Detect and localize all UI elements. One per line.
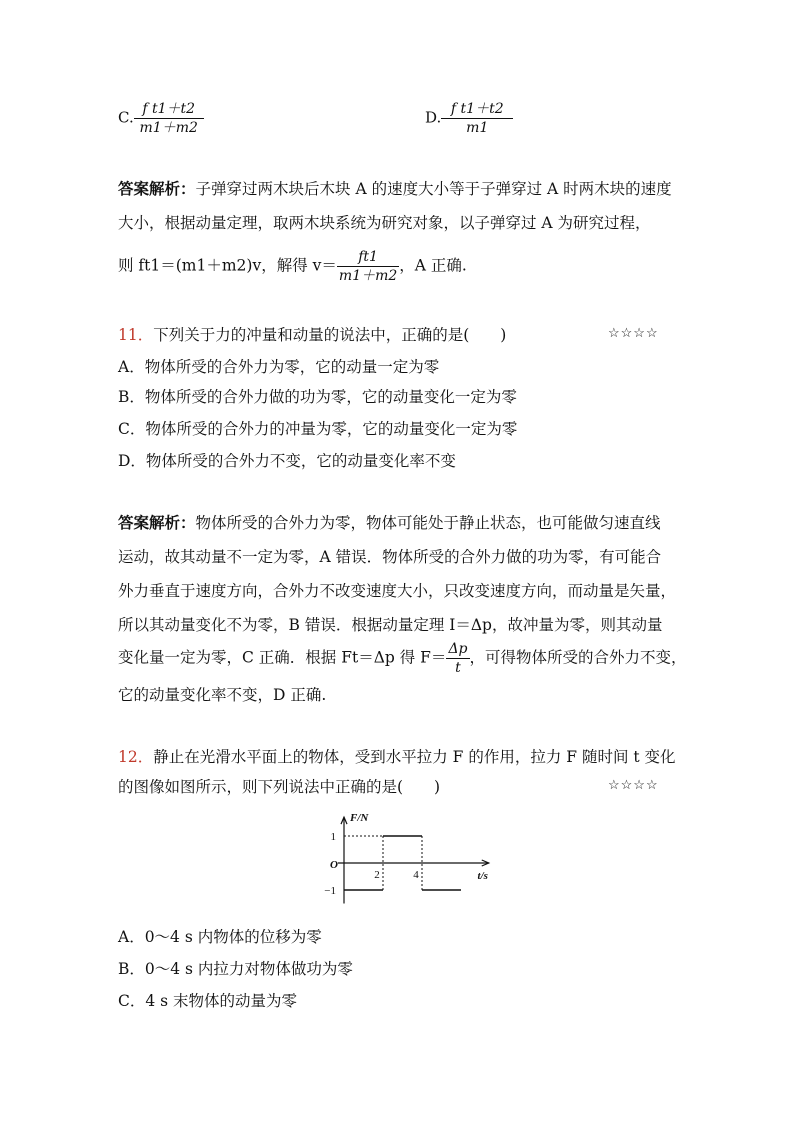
q12-stem-line-2: 的图像如图所示，则下列说法中正确的是( ) bbox=[118, 778, 441, 796]
option-c-numerator: f t1＋t2 bbox=[134, 100, 204, 119]
q11-option-d: D．物体所受的合外力不变，它的动量变化率不变 bbox=[118, 452, 456, 470]
answer-fraction bbox=[337, 248, 399, 285]
answer-text: 物体所受的合外力为零，物体可能处于静止状态，也可能做匀速直线 bbox=[195, 514, 661, 532]
question-number: 11． bbox=[118, 326, 154, 344]
answer-text: ，可得物体所受的合外力不变， bbox=[469, 648, 687, 667]
answer-denominator: t bbox=[455, 660, 461, 676]
answer-text: 则 ft1＝(m1＋m2)v，解得 v＝ bbox=[118, 256, 337, 275]
option-c-fraction bbox=[134, 100, 204, 137]
q12-option-b: B．0～4 s 内拉力对物体做功为零 bbox=[118, 960, 353, 978]
q11-answer-line-2: 运动，故其动量不一定为零，A 错误．物体所受的合外力做的功为零，有可能合 bbox=[118, 548, 662, 566]
x-tick-label: 4 bbox=[413, 869, 419, 881]
q11-option-b: B．物体所受的合外力做的功为零，它的动量变化一定为零 bbox=[118, 388, 517, 406]
x-axis-label: t/s bbox=[477, 870, 488, 882]
answer-tag: 答案解析： bbox=[118, 513, 196, 532]
q12-option-a: A．0～4 s 内物体的位移为零 bbox=[118, 928, 322, 946]
q10-answer-line-1 bbox=[118, 178, 672, 200]
q10-option-d bbox=[425, 100, 513, 137]
answer-tag: 答案解析： bbox=[118, 179, 196, 198]
option-d-fraction bbox=[441, 100, 513, 137]
option-d-numerator: f t1＋t2 bbox=[441, 100, 513, 119]
q11-stem bbox=[118, 324, 506, 346]
y-axis-label: F/N bbox=[350, 812, 369, 825]
answer-text: 变化量一定为零，C 正确．根据 Ft＝Δp 得 F＝ bbox=[118, 648, 447, 667]
q12-option-c: C．4 s 末物体的动量为零 bbox=[118, 992, 298, 1010]
answer-fraction bbox=[446, 640, 469, 677]
force-time-graph bbox=[320, 800, 500, 920]
q12-difficulty-stars: ☆☆☆☆ bbox=[608, 778, 659, 793]
q11-difficulty-stars: ☆☆☆☆ bbox=[608, 326, 659, 341]
q11-answer-line-5 bbox=[118, 640, 687, 677]
q11-option-c: C．物体所受的合外力的冲量为零，它的动量变化一定为零 bbox=[118, 420, 518, 438]
question-stem: 下列关于力的冲量和动量的说法中，正确的是( ) bbox=[153, 326, 507, 344]
q11-answer-line-3: 外力垂直于速度方向，合外力不改变速度大小，只改变速度方向，而动量是矢量， bbox=[118, 582, 677, 600]
option-c-label: C. bbox=[118, 108, 134, 127]
answer-denominator: m1＋m2 bbox=[338, 268, 398, 284]
x-tick-label: 2 bbox=[374, 869, 380, 881]
origin-label: O bbox=[330, 859, 338, 871]
answer-text: ，A 正确. bbox=[399, 256, 467, 275]
answer-text: 子弹穿过两木块后木块 A 的速度大小等于子弹穿过 A 时两木块的速度 bbox=[195, 180, 672, 198]
q11-answer-line-1 bbox=[118, 512, 661, 534]
q10-option-c bbox=[118, 100, 204, 137]
question-stem: 静止在光滑水平面上的物体，受到水平拉力 F 的作用，拉力 F 随时间 t 变化 bbox=[153, 748, 676, 766]
question-number: 12． bbox=[118, 748, 154, 766]
y-tick-label: 1 bbox=[330, 831, 336, 843]
y-tick-label: −1 bbox=[324, 885, 336, 897]
option-d-label: D. bbox=[425, 108, 442, 127]
q11-answer-line-4: 所以其动量变化不为零，B 错误．根据动量定理 I＝Δp，故冲量为零，则其动量 bbox=[118, 616, 663, 634]
option-c-denominator: m1＋m2 bbox=[139, 120, 198, 136]
q10-answer-line-3 bbox=[118, 248, 467, 285]
q11-answer-line-6: 它的动量变化率不变，D 正确. bbox=[118, 686, 327, 704]
q12-stem-line-1 bbox=[118, 746, 676, 768]
answer-numerator: ft1 bbox=[337, 248, 399, 267]
q10-answer-line-2: 大小，根据动量定理，取两木块系统为研究对象，以子弹穿过 A 为研究过程， bbox=[118, 214, 651, 232]
option-d-denominator: m1 bbox=[466, 120, 489, 136]
answer-numerator: Δp bbox=[448, 641, 468, 657]
q11-option-a: A．物体所受的合外力为零，它的动量一定为零 bbox=[118, 358, 440, 376]
